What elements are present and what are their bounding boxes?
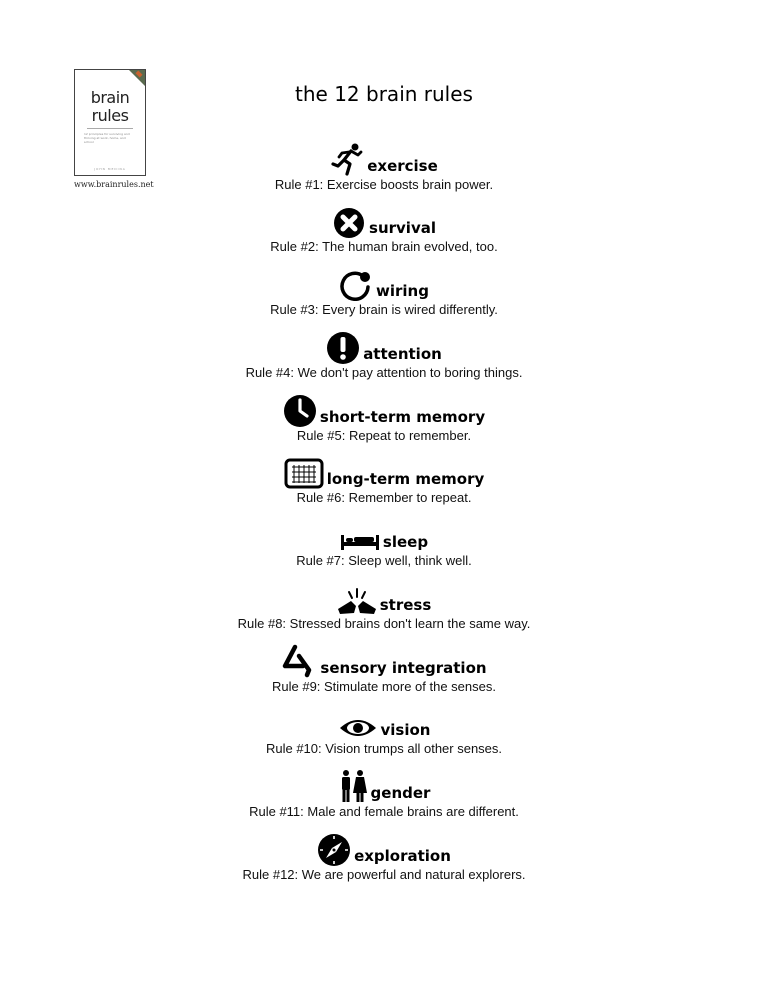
rule-8: [0, 575, 768, 632]
circular-arrow-icon: [339, 267, 373, 301]
rule-1: [0, 136, 768, 193]
rule-name: vision: [380, 721, 431, 739]
rule-text: Rule #10: Vision trumps all other senses.: [265, 741, 503, 756]
cover-author: JOHN MEDINA: [94, 167, 126, 171]
rule-text: Rule #1: Exercise boosts brain power.: [274, 177, 494, 192]
rule-text: Rule #4: We don't pay attention to boring things.: [245, 365, 523, 380]
number-four-icon: [281, 644, 317, 678]
rule-text: Rule #2: The human brain evolved, too.: [270, 239, 498, 254]
exclamation-icon: [326, 330, 360, 364]
rule-text: Rule #11: Male and female brains are different.: [249, 804, 519, 819]
website-url[interactable]: www.brainrules.net: [74, 180, 154, 189]
clock-icon: [283, 393, 317, 427]
rule-name: attention: [363, 345, 442, 363]
rule-7: [0, 512, 768, 569]
compass-icon: [317, 832, 351, 866]
rule-text: Rule #9: Stimulate more of the senses.: [271, 679, 496, 694]
rule-11: [0, 763, 768, 820]
rule-12: [0, 826, 768, 883]
rule-name: wiring: [376, 282, 429, 300]
rule-text: Rule #6: Remember to repeat.: [296, 490, 472, 505]
rule-name: stress: [379, 596, 432, 614]
broken-pieces-icon: [337, 587, 377, 615]
cover-title-line1: brain: [90, 88, 130, 107]
rule-text: Rule #7: Sleep well, think well.: [296, 553, 472, 568]
cover-subtitle: 12 principles for surviving and thriving at work, home, and school: [84, 132, 130, 144]
rule-text: Rule #12: We are powerful and natural explorers.: [242, 867, 526, 882]
rule-text: Rule #3: Every brain is wired differently.: [270, 302, 498, 317]
man-woman-icon: [338, 769, 368, 803]
rule-2: [0, 198, 768, 255]
rule-text: Rule #8: Stressed brains don't learn the same way.: [237, 616, 531, 631]
rule-4: [0, 324, 768, 381]
eye-icon: [338, 716, 378, 740]
rule-name: survival: [369, 219, 436, 237]
cover-title-line2: rules: [91, 106, 129, 125]
rule-name: sensory integration: [320, 659, 487, 677]
calendar-icon: [284, 457, 324, 489]
bed-icon: [340, 532, 380, 552]
rule-9: [0, 638, 768, 695]
rule-6: [0, 449, 768, 506]
rule-name: long-term memory: [326, 470, 485, 488]
rule-name: exercise: [367, 157, 438, 175]
rule-10: [0, 700, 768, 757]
rule-name: gender: [370, 784, 431, 802]
rule-name: short-term memory: [319, 408, 486, 426]
cover-divider: [87, 128, 133, 129]
rule-text: Rule #5: Repeat to remember.: [296, 428, 472, 443]
x-circle-icon: [332, 204, 366, 238]
rule-3: [0, 261, 768, 318]
page-title: the 12 brain rules: [295, 82, 473, 106]
rule-5: [0, 387, 768, 444]
rule-name: exploration: [354, 847, 451, 865]
running-person-icon: [330, 142, 364, 176]
rule-name: sleep: [382, 533, 429, 551]
